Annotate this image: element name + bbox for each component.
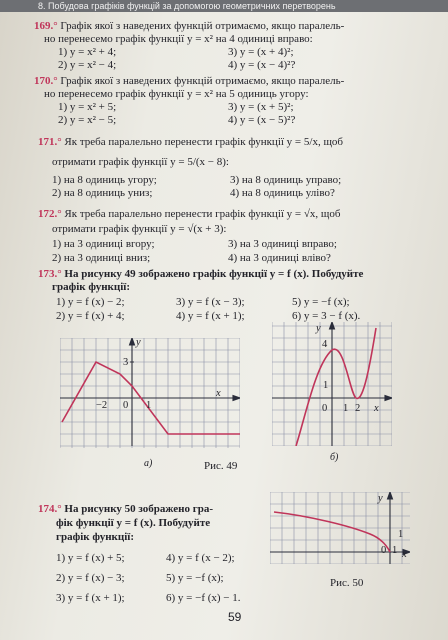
problem-173-opt2: 2) y = f (x) + 4; — [56, 310, 125, 322]
problem-173-opt5: 5) y = −f (x); — [292, 296, 350, 308]
fig49a-label: а) — [144, 458, 153, 469]
problem-174-opt4: 4) y = f (x − 2); — [166, 552, 235, 564]
problem-169-line2: но перенесемо графік функції y = x² на 4 одиниці вправо: — [44, 33, 313, 45]
fig49a-tick-3: 3 — [123, 357, 129, 368]
fig50-tick-1x: 1 — [392, 545, 398, 556]
figure-49b-graph — [272, 322, 392, 446]
problem-173-opt6: 6) y = 3 − f (x). — [292, 310, 361, 322]
problem-174-line1: 174.° На рисунку 50 зображено гра- — [38, 503, 213, 515]
problem-171-opt4: 4) на 8 одиниць уліво? — [230, 187, 335, 199]
problem-170-line2: но перенесемо графік функції y = x² на 5 одиниць угору: — [44, 88, 309, 100]
problem-171-line1: 171.° Як треба паралельно перенести графік функції y = 5/x, щоб — [38, 136, 344, 148]
problem-172-opt1: 1) на 3 одиниці вгору; — [52, 238, 155, 250]
problem-174-opt2: 2) y = f (x) − 3; — [56, 572, 125, 584]
fig50-tick-1: 1 — [398, 529, 404, 540]
figure-49a-graph — [60, 338, 240, 448]
problem-169-opt1: 1) y = x² + 4; — [58, 46, 117, 58]
problem-169-line1: 169.° Графік якої з наведених функцій отримаємо, якщо паралель- — [34, 20, 345, 32]
problem-174-opt3: 3) y = f (x + 1); — [56, 592, 125, 604]
fig49b-y-label: y — [316, 323, 321, 334]
page-number: 59 — [228, 610, 242, 624]
problem-174-line2: фік функції y = f (x). Побудуйте — [56, 517, 211, 529]
problem-173-line2: графік функції: — [52, 281, 130, 293]
problem-171-opt3: 3) на 8 одиниць управо; — [230, 174, 342, 186]
problem-172-line1: 172.° Як треба паралельно перенести графік функції y = √x, щоб — [38, 208, 341, 220]
problem-171-opt2: 2) на 8 одиниць униз; — [52, 187, 153, 199]
fig49b-tick-1: 1 — [323, 380, 329, 391]
problem-173-opt4: 4) y = f (x + 1); — [176, 310, 245, 322]
fig50-y-label: y — [378, 493, 383, 504]
problem-170-opt3: 3) y = (x + 5)²; — [228, 101, 294, 113]
fig49a-tick-m2: −2 — [96, 400, 108, 411]
problem-169-opt4: 4) y = (x − 4)²? — [228, 59, 296, 71]
problem-174-opt5: 5) y = −f (x); — [166, 572, 224, 584]
problem-170-opt4: 4) y = (x − 5)²? — [228, 114, 296, 126]
figure-50-graph — [270, 492, 410, 564]
fig50-tick-0: 0 — [381, 545, 387, 556]
page-header: 8. Побудова графіків функцій за допомогою геометричних перетворень — [0, 0, 448, 12]
fig49a-x-label: x — [216, 388, 221, 399]
problem-174-opt6: 6) y = −f (x) − 1. — [166, 592, 241, 604]
problem-171-opt1: 1) на 8 одиниць угору; — [52, 174, 157, 186]
problem-174-opt1: 1) y = f (x) + 5; — [56, 552, 125, 564]
problem-172-line2: отримати графік функції y = √(x + 3): — [52, 223, 227, 235]
fig49b-tick-2: 2 — [355, 403, 361, 414]
fig49a-tick-1: 1 — [146, 400, 152, 411]
fig49-caption: Рис. 49 — [204, 460, 238, 472]
fig49b-tick-0: 0 — [322, 403, 328, 414]
problem-172-opt4: 4) на 3 одиниці вліво? — [228, 252, 331, 264]
problem-171-line2: отримати графік функції y = 5/(x − 8): — [52, 156, 229, 168]
fig49b-label: б) — [330, 452, 339, 463]
problem-172-opt3: 3) на 3 одиниці вправо; — [228, 238, 337, 250]
problem-173-opt3: 3) y = f (x − 3); — [176, 296, 245, 308]
figure-50-curve — [274, 512, 390, 552]
problem-169-opt2: 2) y = x² − 4; — [58, 59, 117, 71]
problem-170-opt1: 1) y = x² + 5; — [58, 101, 117, 113]
fig49a-tick-0: 0 — [123, 400, 129, 411]
problem-169-opt3: 3) y = (x + 4)²; — [228, 46, 294, 58]
fig49b-x-label: x — [374, 403, 379, 414]
fig49b-tick-1x: 1 — [343, 403, 349, 414]
fig49a-y-label: y — [136, 337, 141, 348]
problem-174-line3: графік функції: — [56, 531, 134, 543]
problem-170-line1: 170.° Графік якої з наведених функцій отримаємо, якщо паралель- — [34, 75, 345, 87]
problem-170-opt2: 2) y = x² − 5; — [58, 114, 117, 126]
problem-172-opt2: 2) на 3 одиниці вниз; — [52, 252, 151, 264]
problem-173-opt1: 1) y = f (x) − 2; — [56, 296, 125, 308]
problem-173-line1: 173.° На рисунку 49 зображено графік функції y = f (x). Побудуйте — [38, 268, 364, 280]
fig50-caption: Рис. 50 — [330, 577, 364, 589]
fig50-x-label: x — [402, 549, 407, 560]
fig49b-tick-4: 4 — [322, 339, 328, 350]
